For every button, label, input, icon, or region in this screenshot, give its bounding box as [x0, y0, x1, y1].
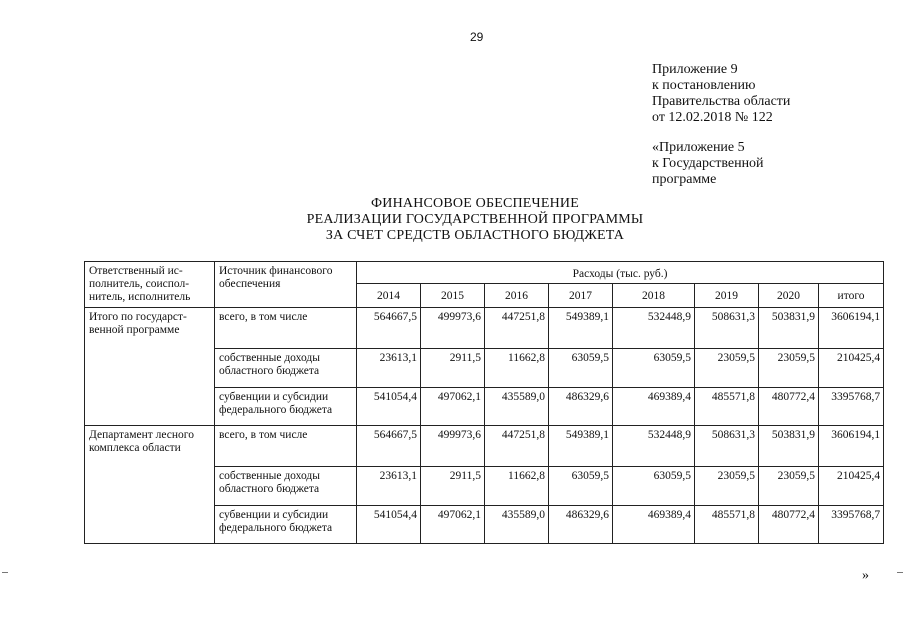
appendix-line: Приложение 9: [652, 62, 738, 77]
value-cell: 11662,8: [485, 349, 549, 388]
value-cell: 503831,9: [759, 308, 819, 349]
responsible-cell: Итого по государст-венной программе: [85, 308, 215, 426]
value-cell: 485571,8: [695, 388, 759, 426]
appendix-block: [652, 62, 790, 188]
value-cell: 23059,5: [695, 467, 759, 506]
scan-edge-mark: [897, 572, 903, 573]
appendix-line: от 12.02.2018 № 122: [652, 110, 773, 125]
value-cell: 564667,5: [357, 308, 421, 349]
year-header: 2018: [613, 284, 695, 308]
value-cell: 503831,9: [759, 426, 819, 467]
page-number: 29: [470, 30, 484, 44]
appendix-line: к постановлению: [652, 78, 756, 93]
total-cell: 3395768,7: [819, 506, 884, 544]
value-cell: 469389,4: [613, 506, 695, 544]
value-cell: 541054,4: [357, 388, 421, 426]
value-cell: 63059,5: [549, 467, 613, 506]
header-expenses: Расходы (тыс. руб.): [357, 262, 884, 284]
year-header: 2014: [357, 284, 421, 308]
title-line: ФИНАНСОВОЕ ОБЕСПЕЧЕНИЕ: [371, 196, 579, 211]
value-cell: 63059,5: [613, 349, 695, 388]
value-cell: 532448,9: [613, 426, 695, 467]
value-cell: 435589,0: [485, 388, 549, 426]
value-cell: 499973,6: [421, 308, 485, 349]
value-cell: 23059,5: [759, 467, 819, 506]
total-cell: 210425,4: [819, 467, 884, 506]
total-header: итого: [819, 284, 884, 308]
value-cell: 485571,8: [695, 506, 759, 544]
value-cell: 497062,1: [421, 388, 485, 426]
year-header: 2017: [549, 284, 613, 308]
value-cell: 63059,5: [549, 349, 613, 388]
value-cell: 532448,9: [613, 308, 695, 349]
document-title: [260, 196, 690, 244]
header-responsible: Ответственный ис-полнитель, соиспол-нитель, исполнитель: [85, 262, 215, 308]
header-source: Источник финансового обеспечения: [215, 262, 357, 308]
value-cell: 447251,8: [485, 426, 549, 467]
title-line: РЕАЛИЗАЦИИ ГОСУДАРСТВЕННОЙ ПРОГРАММЫ: [306, 212, 644, 227]
year-header: 2016: [485, 284, 549, 308]
total-cell: 3395768,7: [819, 388, 884, 426]
year-header: 2019: [695, 284, 759, 308]
year-header: 2020: [759, 284, 819, 308]
value-cell: 2911,5: [421, 467, 485, 506]
appendix-gap: [652, 126, 790, 140]
value-cell: 63059,5: [613, 467, 695, 506]
value-cell: 486329,6: [549, 506, 613, 544]
total-cell: 3606194,1: [819, 308, 884, 349]
value-cell: 447251,8: [485, 308, 549, 349]
value-cell: 23059,5: [695, 349, 759, 388]
appendix-line: «Приложение 5: [652, 140, 745, 155]
value-cell: 564667,5: [357, 426, 421, 467]
appendix-line: Правительства области: [652, 94, 791, 109]
value-cell: 23613,1: [357, 349, 421, 388]
value-cell: 508631,3: [695, 308, 759, 349]
value-cell: 23613,1: [357, 467, 421, 506]
value-cell: 541054,4: [357, 506, 421, 544]
total-cell: 210425,4: [819, 349, 884, 388]
value-cell: 480772,4: [759, 506, 819, 544]
total-cell: 3606194,1: [819, 426, 884, 467]
value-cell: 549389,1: [549, 426, 613, 467]
value-cell: 480772,4: [759, 388, 819, 426]
value-cell: 497062,1: [421, 506, 485, 544]
table-row: [85, 308, 884, 349]
header-row: [85, 262, 884, 284]
value-cell: 549389,1: [549, 308, 613, 349]
title-line: ЗА СЧЕТ СРЕДСТВ ОБЛАСТНОГО БЮДЖЕТА: [325, 228, 625, 243]
appendix-line: программе: [652, 172, 717, 187]
value-cell: 486329,6: [549, 388, 613, 426]
financing-table: [84, 261, 884, 544]
year-header: 2015: [421, 284, 485, 308]
source-cell: всего, в том числе: [215, 308, 357, 349]
source-cell: всего, в том числе: [215, 426, 357, 467]
value-cell: 469389,4: [613, 388, 695, 426]
value-cell: 508631,3: [695, 426, 759, 467]
source-cell: субвенции и субсидии федерального бюджета: [215, 506, 357, 544]
scan-edge-mark: [2, 572, 8, 573]
value-cell: 435589,0: [485, 506, 549, 544]
value-cell: 23059,5: [759, 349, 819, 388]
value-cell: 499973,6: [421, 426, 485, 467]
value-cell: 2911,5: [421, 349, 485, 388]
appendix-line: к Государственной: [652, 156, 764, 171]
source-cell: собственные доходы областного бюджета: [215, 349, 357, 388]
source-cell: субвенции и субсидии федерального бюджета: [215, 388, 357, 426]
responsible-cell: Департамент лесного комплекса области: [85, 426, 215, 544]
source-cell: собственные доходы областного бюджета: [215, 467, 357, 506]
closing-quote: »: [862, 568, 869, 583]
value-cell: 11662,8: [485, 467, 549, 506]
table-row: [85, 426, 884, 467]
